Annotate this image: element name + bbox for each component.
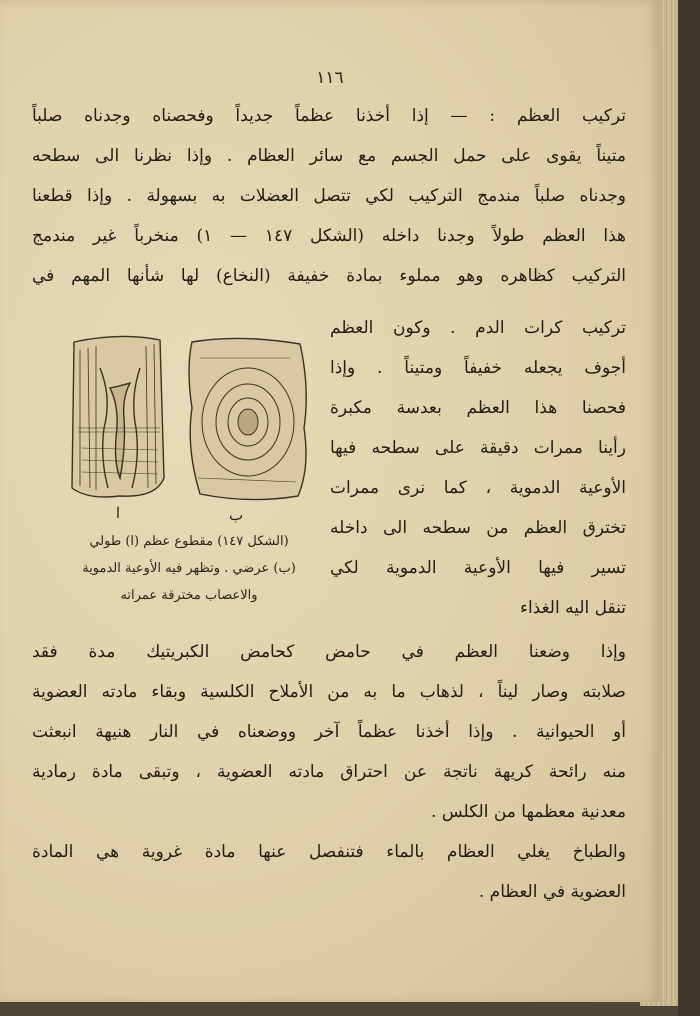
scan-edge — [678, 0, 700, 1016]
figure-label-a: ا — [115, 504, 121, 522]
text-line: أجوف يجعله خفيفاً ومتيناً . وإذا — [330, 358, 626, 378]
text-line: التركيب كظاهره وهو مملوء بمادة خفيفة (النخاع) لها شأنها المهم في — [32, 266, 626, 286]
text-line: منه رائحة كريهة ناتجة عن احتراق مادته العضوية ، وتبقى مادة رمادية — [32, 762, 626, 782]
text-line: معدنية معظمها من الكلس . — [431, 802, 626, 822]
text-line: والطباخ يغلي العظام بالماء فتنفصل عنها مادة غروية هي المادة — [32, 842, 626, 862]
text-line: صلابته وصار ليناً ، لذهاب ما به من الأملاح الكلسية وبقاء مادته العضوية — [32, 682, 626, 702]
top-paragraph — [32, 96, 626, 296]
text-line: هذا العظم طولاً وجدنا داخله (الشكل ١٤٧ — ١) منخرباً غير مندمج — [32, 226, 626, 246]
text-line: العضوية في العظام . — [478, 882, 626, 902]
caption-line: والاعصاب مخترقة عمراته — [120, 588, 258, 603]
text-line: تسير فيها الأوعية الدموية لكي — [330, 558, 626, 578]
caption-line: (الشكل ١٤٧) مقطوع عظم (ا) طولي — [89, 534, 289, 549]
text-line: وجدناه صلباً مندمج التركيب لكي تتصل العضلات به بسهولة . وإذا قطعنا — [32, 186, 626, 206]
cross-section-drawing — [189, 338, 306, 499]
figure-label-b: ب — [228, 506, 244, 524]
text-line: تركيب العظم : — إذا أخذنا عظماً جديداً وفحصناه وجدناه صلباً — [32, 106, 626, 126]
text-line: تخترق العظم من سطحه الى داخله — [330, 518, 626, 538]
text-line: أو الحيوانية . وإذا أخذنا عظماً آخر ووضعناه في النار هنيهة انبعثت — [32, 722, 626, 742]
text-line: وإذا وضعنا العظم في حامض كحامض الكبريتيك مدة فقد — [32, 642, 626, 662]
page-number: ١١٦ — [316, 68, 344, 88]
bottom-paragraph — [32, 632, 626, 912]
text-line: تركيب كرات الدم . وكون العظم — [330, 318, 626, 338]
text-line: فحصنا هذا العظم بعدسة مكبرة — [330, 398, 626, 418]
text-line: رأينا ممرات دقيقة على سطحه فيها — [330, 438, 626, 458]
caption-line: (ب) عرضي . وتظهر فيه الأوعية الدموية — [82, 561, 296, 576]
text-line: تنقل اليه الغذاء — [519, 598, 626, 618]
longitudinal-section-drawing — [72, 336, 164, 497]
figure-caption — [52, 528, 326, 609]
text-line: الأوعية الدموية ، كما نرى ممرات — [330, 478, 626, 498]
column-paragraph — [330, 308, 626, 628]
text-line: متيناً يقوى على حمل الجسم مع سائر العظام . وإذا نظرنا الى سطحه — [32, 146, 626, 166]
